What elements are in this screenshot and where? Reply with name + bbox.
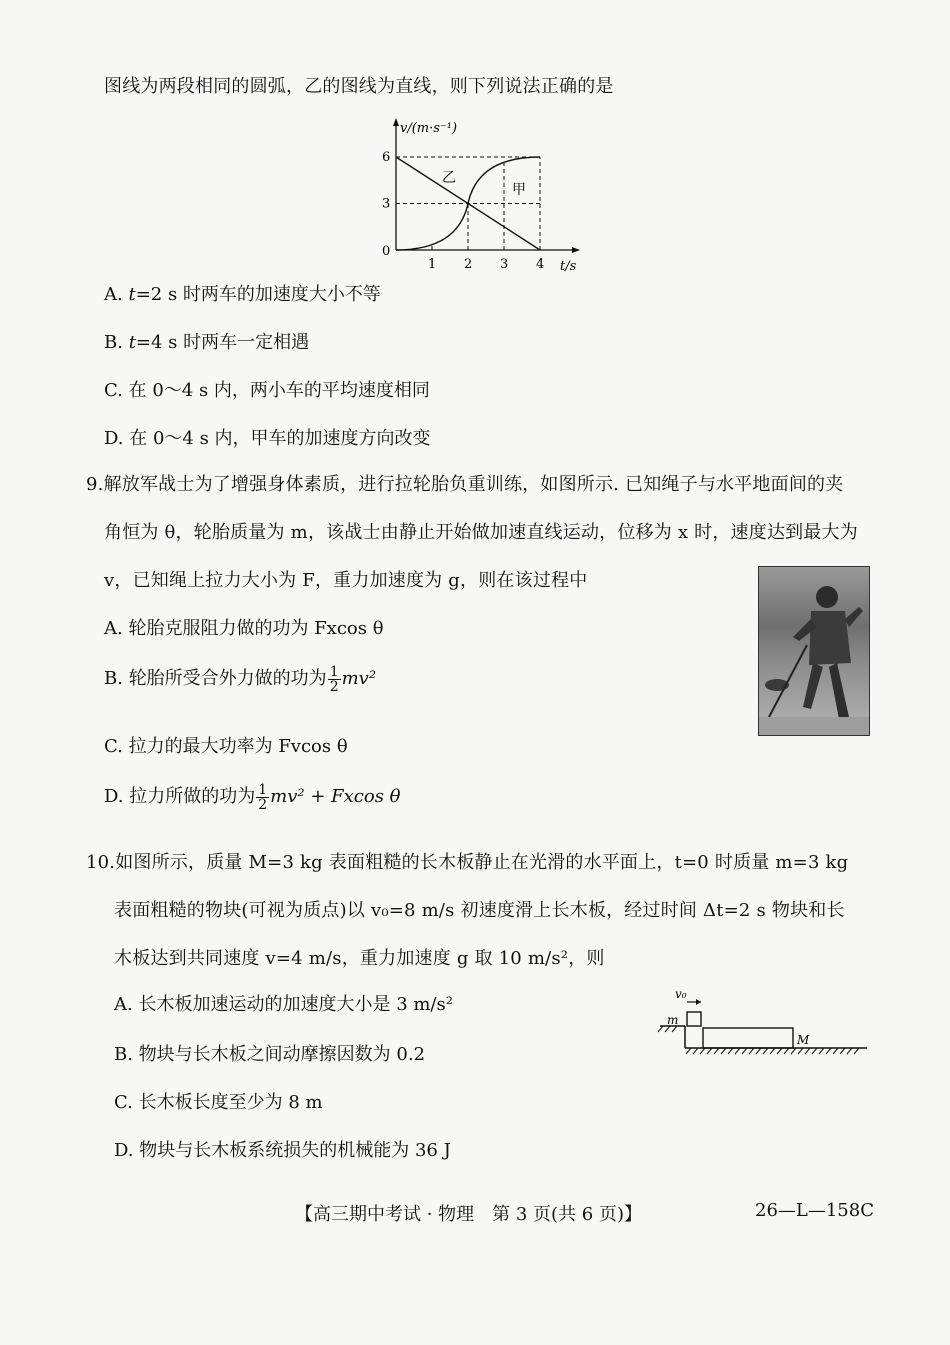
- fraction-one-half: $\frac{1}{2}$: [329, 663, 339, 695]
- q8-option-c: C. 在 0～4 s 内，两小车的平均速度相同: [104, 380, 430, 401]
- x-tick-label-1: 1: [428, 257, 437, 272]
- q8-option-b: B. t=4 s 时两车一定相遇: [104, 332, 310, 353]
- fraction-one-half: $\frac{1}{2}$: [258, 781, 268, 813]
- arrow-head-icon: [696, 999, 701, 1005]
- q10-stem-line2: 表面粗糙的物块(可视为质点)以 v₀=8 m/s 初速度滑上长木板，经过时间 Δt=2 s 物块和长: [114, 900, 845, 921]
- soldier-tire-photo: [758, 566, 870, 736]
- x-tick-label-4: 4: [536, 257, 545, 272]
- q9-option-c: C. 拉力的最大功率为 Fvcos θ: [104, 736, 348, 757]
- q8-stem-tail: 图线为两段相同的圆弧，乙的图线为直线，则下列说法正确的是: [104, 76, 614, 97]
- v0-label: v₀: [675, 987, 687, 1001]
- q9-stem-line2: 角恒为 θ，轮胎质量为 m，该战士由静止开始做加速直线运动，位移为 x 时，速度达到最大为: [104, 522, 858, 543]
- q10-option-d: D. 物块与长木板系统损失的机械能为 36 J: [114, 1140, 451, 1161]
- q9-stem-line1: 9.解放军战士为了增强身体素质，进行拉轮胎负重训练，如图所示. 已知绳子与水平地面间的夹: [86, 474, 844, 495]
- y-tick-label-3: 3: [382, 196, 391, 212]
- chart-ylabel: v/(m·s⁻¹): [400, 121, 458, 136]
- page-footer-title: 【高三期中考试 · 物理 第 3 页(共 6 页)】: [295, 1204, 642, 1225]
- m-label: m: [667, 1013, 679, 1027]
- M-label: M: [797, 1033, 810, 1047]
- q10-option-c: C. 长木板长度至少为 8 m: [114, 1092, 323, 1113]
- page-footer-code: 26—L—158C: [755, 1200, 874, 1221]
- q9-option-a: A. 轮胎克服阻力做的功为 Fxcos θ: [104, 618, 384, 639]
- x-tick-label-2: 2: [464, 257, 473, 272]
- q8-option-a: A. t=2 s 时两车的加速度大小不等: [104, 284, 381, 305]
- q10-stem-line1: 10.如图所示，质量 M=3 kg 表面粗糙的长木板静止在光滑的水平面上，t=0 时质量 m=3 kg: [86, 852, 849, 873]
- y-axis-arrow-icon: [393, 118, 399, 126]
- chart-origin-label: 0: [382, 244, 391, 259]
- long-board-M: [703, 1028, 793, 1048]
- x-tick-label-3: 3: [500, 257, 509, 272]
- q9-option-d: D. 拉力所做的功为 $\frac{1}{2}$ mv² + Fxcos θ: [104, 781, 401, 813]
- series-label-yi: 乙: [442, 170, 456, 186]
- x-axis-arrow-icon: [572, 247, 580, 253]
- y-tick-label-6: 6: [382, 150, 391, 165]
- board-block-figure: [655, 986, 875, 1056]
- q10-stem-line3: 木板达到共同速度 v=4 m/s，重力加速度 g 取 10 m/s²，则: [114, 948, 605, 969]
- q10-option-b: B. 物块与长木板之间动摩擦因数为 0.2: [114, 1044, 426, 1065]
- ground-hatching: [658, 1026, 859, 1054]
- block-m: [687, 1012, 701, 1026]
- q10-option-a: A. 长木板加速运动的加速度大小是 3 m/s²: [114, 994, 453, 1015]
- soldier-figure: [759, 567, 869, 735]
- q9-stem-line3: v，已知绳上拉力大小为 F，重力加速度为 g，则在该过程中: [104, 570, 588, 591]
- chart-xlabel: t/s: [560, 259, 577, 274]
- series-label-jia: 甲: [512, 182, 526, 198]
- q8-option-d: D. 在 0～4 s 内，甲车的加速度方向改变: [104, 428, 431, 449]
- q9-option-b: B. 轮胎所受合外力做的功为 $\frac{1}{2}$ mv²: [104, 663, 377, 695]
- vt-chart: [360, 110, 600, 280]
